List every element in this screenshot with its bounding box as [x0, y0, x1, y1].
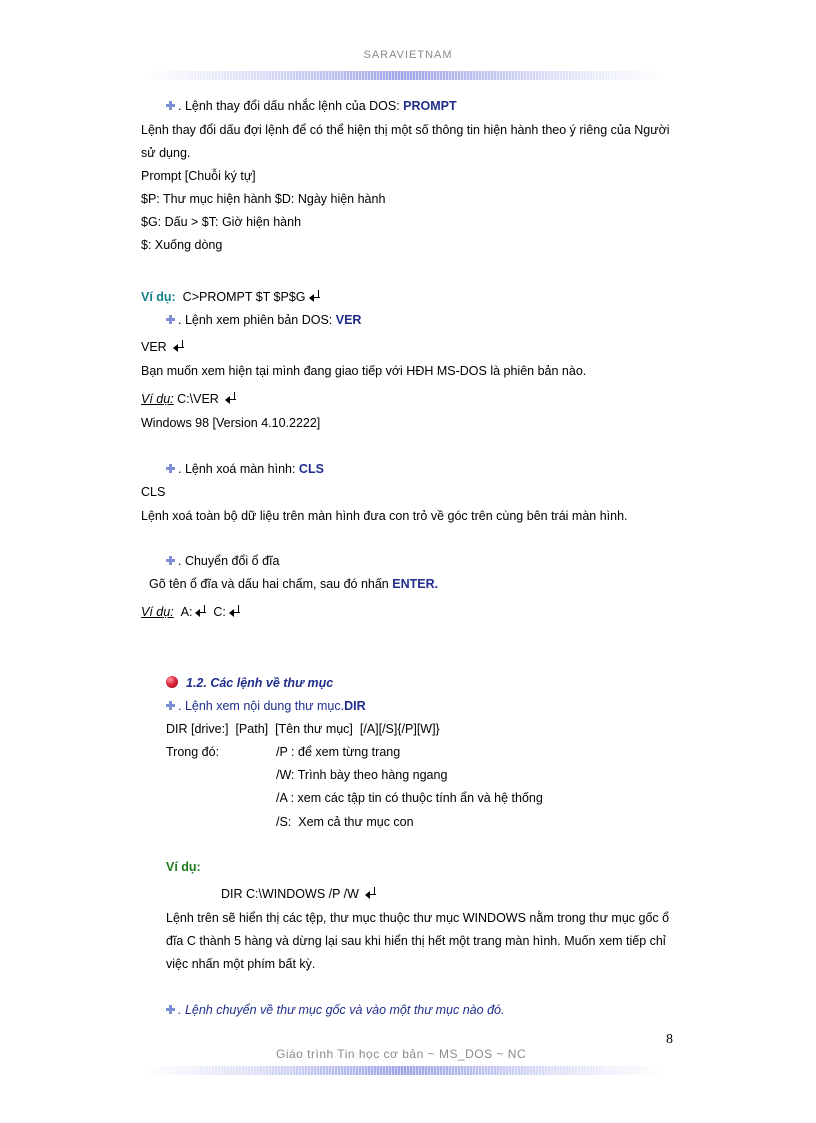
example-label: Ví dụ:: [141, 392, 174, 406]
dir-option-a: /A : xem các tập tin có thuộc tính ẩn và hệ thống: [276, 791, 543, 805]
ver-example: Ví dụ: C:\VER: [141, 392, 236, 406]
drive-example: Ví dụ: A: C:: [141, 605, 240, 619]
plus-bullet-icon: [166, 464, 175, 473]
dir-option-p: /P : để xem từng trang: [276, 745, 401, 759]
dir-heading: . Lệnh xem nội dung thư mục.DIR: [166, 699, 366, 713]
dir-option-s: /S: Xem cả thư mục con: [276, 815, 414, 829]
ver-syntax: VER: [141, 340, 184, 354]
header-title: SARAVIETNAM: [363, 49, 453, 61]
footer-text: Giáo trình Tin học cơ bản ~ MS_DOS ~ NC: [276, 1047, 527, 1061]
ver-result: Windows 98 [Version 4.10.2222]: [141, 416, 321, 430]
dir-desc-2: đĩa C thành 5 hàng và dừng lại sau khi hiển thị hết một trang màn hình. Muốn xem tiếp chỉ: [166, 934, 666, 948]
page-number: 8: [666, 1032, 673, 1047]
prompt-option-2: $G: Dấu > $T: Giờ hiện hành: [141, 215, 302, 229]
dir-syntax: DIR [drive:] [Path] [Tên thư mục] [/A][/S]{/P][W]}: [166, 722, 440, 736]
enter-key-label: ENTER.: [392, 577, 439, 591]
cd-heading: . Lệnh chuyển về thư mục gốc và vào một thư mục nào đó.: [166, 1003, 504, 1017]
plus-bullet-icon: [166, 556, 175, 565]
prompt-desc-2: sử dụng.: [141, 146, 191, 160]
dir-command: DIR: [344, 699, 366, 713]
cls-heading: . Lệnh xoá màn hình: CLS: [166, 462, 324, 476]
cls-desc: Lệnh xoá toàn bộ dữ liệu trên màn hình đưa con trỏ về góc trên cùng bên trái màn hình.: [141, 509, 628, 523]
enter-arrow-icon: [196, 605, 206, 616]
drive-heading: . Chuyển đổi ổ đĩa: [166, 554, 279, 568]
prompt-syntax: Prompt [Chuỗi ký tự]: [141, 169, 256, 183]
prompt-desc-1: Lệnh thay đổi dấu đợi lệnh để có thể hiện thị một số thông tin hiện hành theo ý riêng của Người: [141, 123, 670, 137]
dir-desc-1: Lệnh trên sẽ hiển thị các tệp, thư mục thuộc thư mục WINDOWS nằm trong thư mục gốc ổ: [166, 911, 670, 925]
plus-bullet-icon: [166, 701, 175, 710]
dir-where-label: Trong đó:: [166, 745, 220, 759]
prompt-heading: . Lệnh thay đổi dấu nhắc lệnh của DOS: PROMPT: [166, 99, 457, 113]
dir-example: DIR C:\WINDOWS /P /W: [221, 887, 376, 901]
section-title: 1.2. Các lệnh về thư mục: [166, 676, 333, 690]
plus-bullet-icon: [166, 1005, 175, 1014]
red-ball-icon: [166, 676, 178, 688]
prompt-example: Ví dụ: C>PROMPT $T $P$G: [141, 290, 320, 304]
plus-bullet-icon: [166, 315, 175, 324]
footer-rule: [142, 1066, 664, 1075]
enter-arrow-icon: [174, 340, 184, 351]
example-label: Ví dụ:: [141, 290, 176, 304]
cls-command: CLS: [298, 462, 324, 476]
drive-desc: Gõ tên ổ đĩa và dấu hai chấm, sau đó nhấn ENTER.: [149, 577, 439, 591]
dir-desc-3: việc nhấn một phím bất kỳ.: [166, 957, 316, 971]
plus-bullet-icon: [166, 101, 175, 110]
example-label: Ví dụ:: [141, 605, 174, 619]
prompt-option-3: $: Xuống dòng: [141, 238, 223, 252]
dir-example-label: Ví dụ:: [166, 860, 201, 874]
prompt-option-1: $P: Thư mục hiện hành $D: Ngày hiện hành: [141, 192, 386, 206]
cls-syntax: CLS: [141, 485, 166, 499]
enter-arrow-icon: [230, 605, 240, 616]
header-rule: [142, 71, 664, 80]
prompt-command: PROMPT: [403, 99, 457, 113]
ver-desc: Bạn muốn xem hiện tại mình đang giao tiếp với HĐH MS-DOS là phiên bản nào.: [141, 364, 587, 378]
enter-arrow-icon: [226, 392, 236, 403]
dir-option-w: /W: Trình bày theo hàng ngang: [276, 768, 448, 782]
enter-arrow-icon: [310, 290, 320, 301]
ver-command: VER: [335, 313, 362, 327]
enter-arrow-icon: [366, 887, 376, 898]
ver-heading: . Lệnh xem phiên bản DOS: VER: [166, 313, 361, 327]
